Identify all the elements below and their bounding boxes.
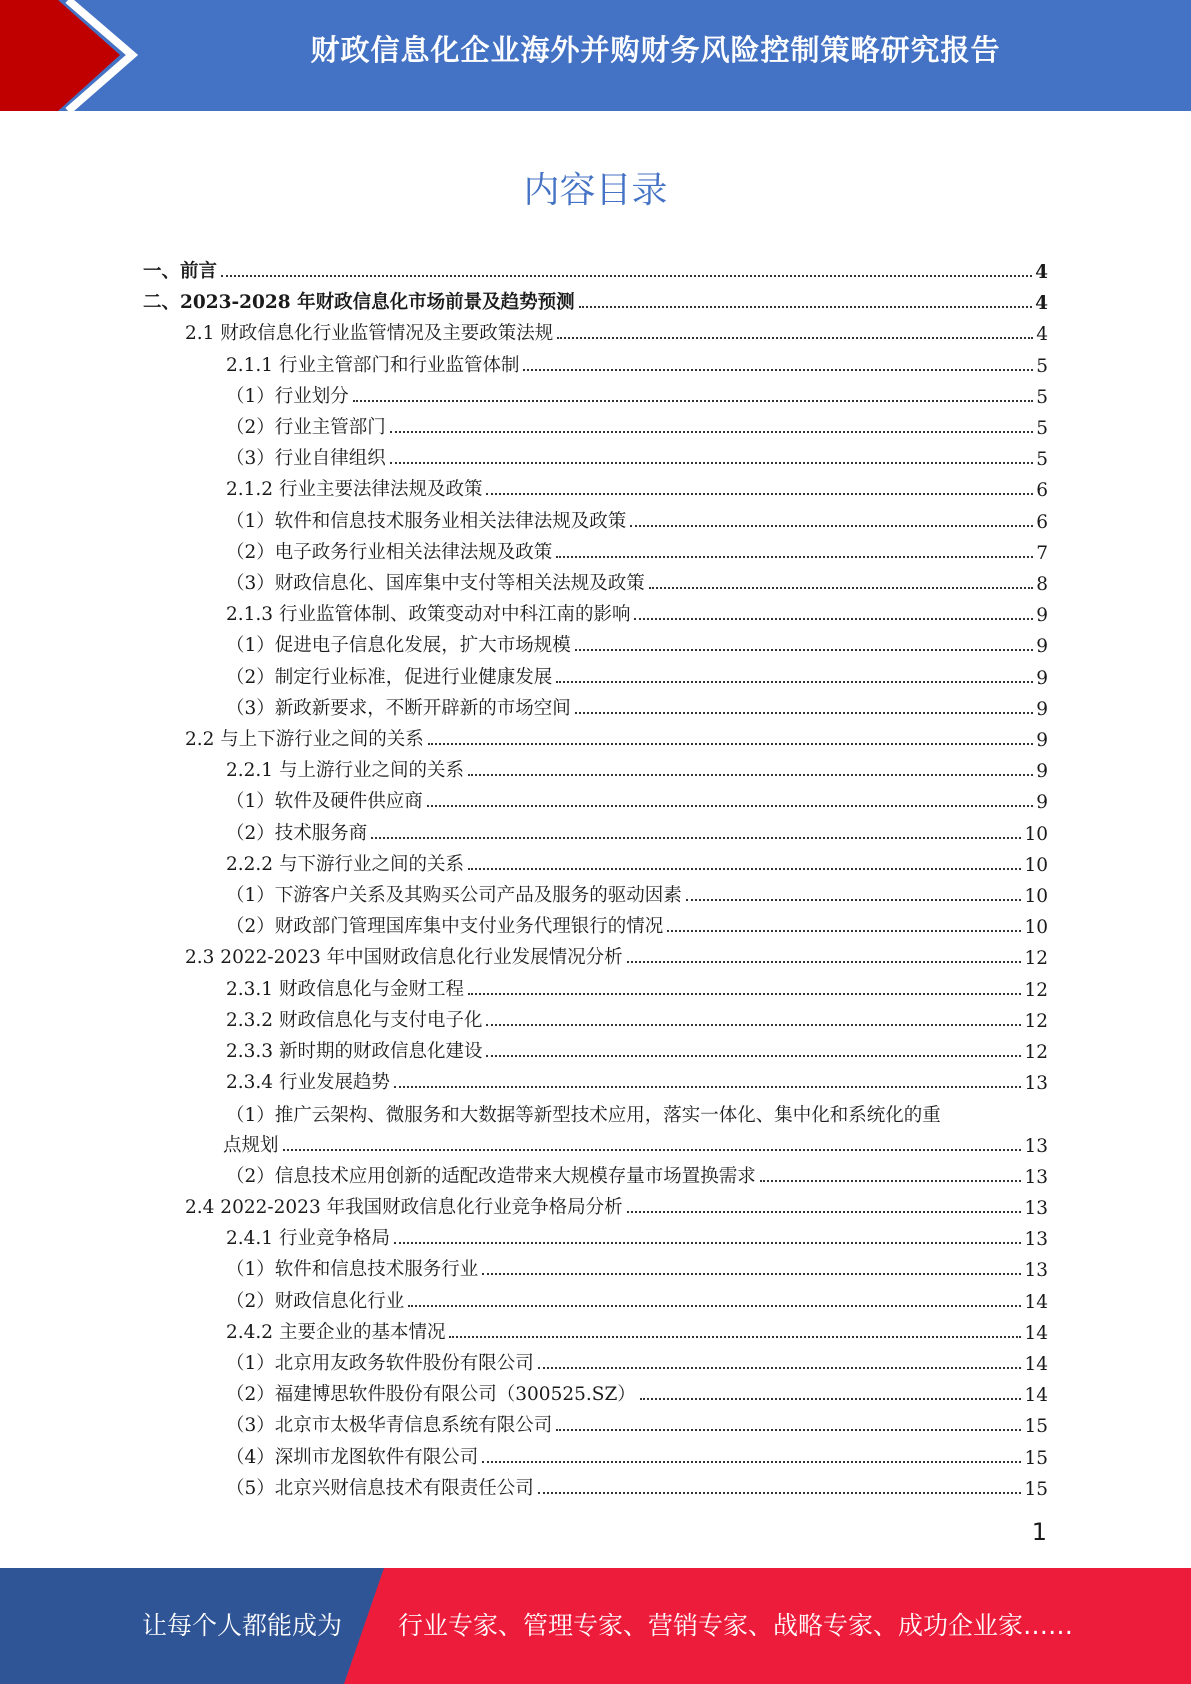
toc-entry[interactable] [226,1066,1048,1094]
toc-entry-page: 14 [1024,1322,1048,1344]
toc-entry[interactable] [226,1285,1048,1313]
toc-entry-text: 2.4 2022-2023 年我国财政信息化行业竞争格局分析 [185,1197,623,1218]
toc-entry-page: 5 [1036,355,1048,377]
toc-dot-leader [486,493,1033,495]
toc-dot-leader [468,868,1021,870]
toc-entry-text: 二、2023-2028 年财政信息化市场前景及趋势预测 [143,292,575,314]
toc-dot-leader [579,306,1033,308]
toc-entry[interactable] [226,349,1048,377]
toc-entry-page: 8 [1036,574,1048,595]
toc-entry-text: （2）行业主管部门 [226,417,386,438]
toc-entry-page: 10 [1024,823,1048,845]
toc-entry[interactable] [226,1347,1048,1375]
toc-entry-page: 14 [1024,1385,1048,1407]
toc-dot-leader [538,1492,1022,1494]
toc-dot-leader [627,1211,1022,1213]
toc-entry-page: 15 [1024,1478,1048,1500]
toc-entry-text: 2.4.1 行业竞争格局 [226,1228,390,1250]
toc-entry-page: 9 [1036,698,1048,720]
toc-entry-first-line[interactable]: （1）推广云架构、微服务和大数据等新型技术应用，落实一体化、集中化和系统化的重 [226,1105,941,1127]
toc-entry-page: 9 [1036,792,1048,814]
toc-dot-leader [627,961,1022,963]
toc-entry-text: 2.1.3 行业监管体制、政策变动对中科江南的影响 [226,604,631,626]
toc-entry[interactable] [226,785,1048,813]
toc-dot-leader [486,1055,1021,1057]
toc-entry-page: 15 [1024,1416,1048,1438]
toc-entry-text: （2）信息技术应用创新的适配改造带来大规模存量市场置换需求 [226,1165,756,1187]
toc-entry-text: （2）电子政务行业相关法律法规及政策 [226,541,553,563]
toc-dot-leader [408,1305,1021,1307]
toc-entry-page: 13 [1024,1198,1048,1219]
toc-dot-leader [649,587,1033,589]
toc-entry-page: 4 [1035,262,1048,283]
toc-dot-leader [556,1429,1021,1431]
toc-entry[interactable] [226,629,1048,657]
toc-entry-page: 9 [1036,730,1048,751]
toc-dot-leader [667,930,1021,932]
toc-entry[interactable] [226,473,1048,501]
toc-dot-leader [353,400,1033,402]
toc-entry-page: 14 [1024,1354,1048,1375]
toc-dot-leader [468,774,1033,776]
toc-entry-text: 2.4.2 主要企业的基本情况 [226,1321,446,1343]
toc-entry-page: 12 [1024,948,1048,970]
toc-entry[interactable] [226,1035,1048,1063]
toc-dot-leader [556,681,1033,683]
toc-entry-page: 5 [1036,449,1048,471]
toc-entry-text: （2）制定行业标准，促进行业健康发展 [226,666,553,688]
toc-entry-text: （4）深圳市龙图软件有限公司 [226,1446,479,1468]
footer-banner [0,1568,1191,1684]
toc-dot-leader [427,805,1033,807]
toc-entry[interactable] [226,692,1048,720]
toc-entry-page: 5 [1036,386,1048,408]
toc-dot-leader [394,1086,1021,1088]
toc-entry[interactable] [226,1004,1048,1032]
toc-entry-text: （1）行业划分 [226,385,349,407]
toc-entry-page: 14 [1024,1291,1048,1313]
report-title: 财政信息化企业海外并购财务风险控制策略研究报告 [310,33,1001,67]
toc-dot-leader [575,649,1033,651]
toc-entry-text: （3）北京市太极华青信息系统有限公司 [226,1415,553,1437]
toc-entry-text: （1）软件及硬件供应商 [226,791,423,813]
toc-entry-page: 10 [1024,854,1048,876]
toc-entry-text: 2.3.4 行业发展趋势 [226,1072,390,1094]
toc-dot-leader [557,337,1033,339]
toc-entry-text: （1）促进电子信息化发展，扩大市场规模 [226,635,571,657]
toc-entry-text: 2.3.1 财政信息化与金财工程 [226,978,464,1000]
toc-entry[interactable] [226,442,1048,470]
toc-entry-text: 2.2 与上下游行业之间的关系 [185,729,424,750]
toc-entry-page: 12 [1024,1042,1048,1063]
toc-entry[interactable] [226,1160,1048,1188]
toc-entry[interactable] [226,1253,1048,1281]
toc-entry-text: （5）北京兴财信息技术有限责任公司 [226,1477,534,1499]
toc-dot-leader [283,1149,1022,1151]
toc-entry[interactable] [226,1409,1048,1437]
toc-dot-leader [556,556,1033,558]
toc-entry-page: 6 [1036,480,1048,502]
toc-entry-text: 2.3.2 财政信息化与支付电子化 [226,1009,483,1031]
toc-entry-page: 15 [1024,1447,1048,1469]
toc-entry-page: 12 [1024,979,1048,1001]
toc-entry-text: （2）财政信息化行业 [226,1290,405,1312]
toc-entry-text: （2）技术服务商 [226,822,368,844]
header-banner [0,0,1191,111]
toc-entry-page: 4 [1036,324,1048,346]
toc-entry[interactable] [226,598,1048,626]
toc-entry[interactable] [185,941,1048,969]
toc-dot-leader [760,1180,1022,1182]
footer-slogan-left: 让每个人都能成为 [142,1611,343,1640]
toc-entry-page: 9 [1036,636,1048,658]
toc-entry-text: 2.3 2022-2023 年中国财政信息化行业发展情况分析 [185,947,623,969]
toc-dot-leader [428,743,1033,745]
toc-dot-leader [630,525,1033,527]
toc-entry-page: 13 [1024,1260,1048,1282]
toc-entry[interactable] [226,1441,1048,1469]
footer-slogan-right: 行业专家、管理专家、营销专家、战略专家、成功企业家…… [398,1611,1074,1640]
toc-entry[interactable] [185,723,1048,751]
toc-entry-page: 6 [1036,511,1048,533]
toc-entry-page: 4 [1035,293,1048,315]
toc-entry[interactable] [226,661,1048,689]
toc-entry-text: 一、前言 [143,261,218,282]
toc-entry[interactable] [226,536,1048,564]
toc-heading: 内容目录 [523,170,668,211]
toc-dot-leader [221,275,1032,277]
toc-entry-page: 13 [1024,1135,1048,1157]
toc-entry[interactable] [143,286,1048,314]
header-arrow-icon [0,0,160,111]
toc-entry-text: （3）行业自律组织 [226,448,386,470]
toc-entry-page: 9 [1036,605,1048,627]
toc-entry-text: （3）财政信息化、国库集中支付等相关法规及政策 [226,573,645,594]
toc-entry[interactable] [226,380,1048,408]
toc-entry-text: 2.2.2 与下游行业之间的关系 [226,853,464,875]
toc-dot-leader [371,837,1021,839]
toc-entry-text: 点规划 [223,1134,279,1156]
toc-dot-leader [468,993,1021,995]
toc-entry[interactable] [143,255,1048,283]
toc-entry[interactable] [226,505,1048,533]
toc-entry[interactable] [226,817,1048,845]
toc-dot-leader [482,1461,1021,1463]
toc-entry-page: 5 [1036,418,1048,439]
toc-entry-text: （1）软件和信息技术服务行业 [226,1259,479,1281]
toc-entry[interactable] [226,567,1048,595]
toc-entry-page: 12 [1024,1010,1048,1032]
toc-entry[interactable] [226,910,1048,938]
toc-entry[interactable] [226,411,1048,439]
toc-dot-leader [523,369,1033,371]
toc-entry-page: 13 [1024,1166,1048,1188]
toc-entry-page: 7 [1036,542,1048,564]
toc-entry[interactable] [226,848,1048,876]
toc-entry[interactable] [226,1316,1048,1344]
toc-dot-leader [390,462,1033,464]
toc-entry[interactable] [226,879,1048,907]
toc-entry-text: 2.1.2 行业主要法律法规及政策 [226,479,483,501]
toc-entry-text: 2.3.3 新时期的财政信息化建设 [226,1041,483,1062]
toc-entry[interactable] [223,1129,1048,1157]
toc-entry-page: 13 [1024,1073,1048,1095]
page-number: 1 [1031,1518,1047,1546]
toc-dot-leader [686,899,1022,901]
toc-entry-text: （3）新政新要求，不断开辟新的市场空间 [226,697,571,719]
toc-entry-text: （2）财政部门管理国库集中支付业务代理银行的情况 [226,916,664,938]
toc-entry[interactable] [226,1378,1048,1406]
toc-dot-leader [482,1273,1021,1275]
toc-entry-page: 13 [1024,1229,1048,1251]
toc-dot-leader [634,618,1033,620]
toc-entry-page: 9 [1036,761,1048,783]
toc-entry[interactable] [226,1472,1048,1500]
toc-dot-leader [449,1336,1021,1338]
toc-entry[interactable] [226,973,1048,1001]
toc-entry-text: （2）福建博思软件股份有限公司（300525.SZ） [226,1384,636,1406]
toc-dot-leader [640,1398,1022,1400]
toc-entry[interactable] [226,1222,1048,1250]
toc-dot-leader [390,431,1033,433]
toc-entry[interactable] [226,754,1048,782]
toc-entry[interactable] [185,1191,1048,1219]
toc-entry-page: 9 [1036,667,1048,689]
toc-entry-text: （1）下游客户关系及其购买公司产品及服务的驱动因素 [226,885,682,906]
toc-entry-text: 2.2.1 与上游行业之间的关系 [226,760,464,782]
toc-dot-leader [538,1367,1022,1369]
toc-entry-page: 10 [1024,917,1048,939]
toc-entry-text: 2.1.1 行业主管部门和行业监管体制 [226,354,520,376]
toc-entry-text: 2.1 财政信息化行业监管情况及主要政策法规 [185,323,554,345]
toc-dot-leader [486,1024,1021,1026]
toc-entry[interactable] [185,317,1048,345]
toc-dot-leader [575,712,1033,714]
toc-dot-leader [394,1242,1021,1244]
toc-entry-text: （1）软件和信息技术服务业相关法律法规及政策 [226,510,627,532]
toc-entry-page: 10 [1024,886,1048,907]
toc-entry-text: （1）北京用友政务软件股份有限公司 [226,1353,534,1374]
